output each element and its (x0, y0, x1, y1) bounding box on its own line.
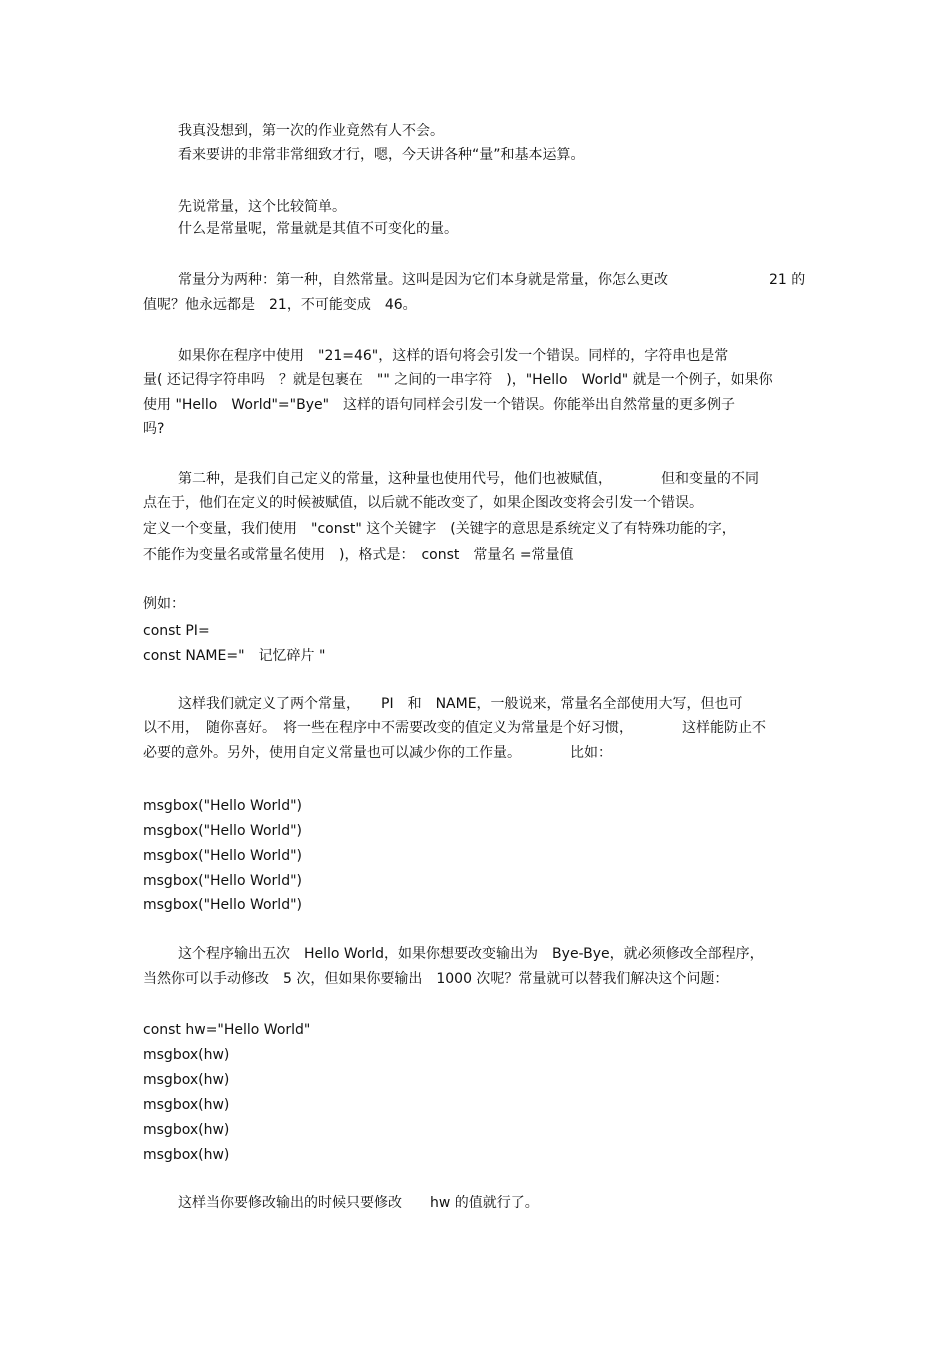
text-line: 什么是常量呢，常量就是其值不可变化的量。 (178, 221, 458, 237)
code-line: msgbox(hw) (143, 1047, 230, 1063)
text-line: 量( 还记得字符串吗 ？就是包裹在 "" 之间的一串字符 )，"Hello World" 就是一个例子，如果你 (143, 372, 773, 388)
code-line: msgbox("Hello World") (143, 798, 302, 814)
text-line: 第二种，是我们自己定义的常量，这种量也使用代号，他们也被赋值， 但和变量的不同 (178, 471, 759, 487)
code-line: msgbox("Hello World") (143, 897, 302, 913)
code-line: msgbox(hw) (143, 1147, 230, 1163)
text-line: 点在于，他们在定义的时候被赋值，以后就不能改变了，如果企图改变将会引发一个错误。 (143, 495, 703, 511)
text-line: 这样我们就定义了两个常量， PI 和 NAME，一般说来，常量名全部使用大写，但也可 (178, 696, 743, 712)
code-line: const NAME=" 记忆碎片 " (143, 648, 326, 664)
text-line: 使用 "Hello World"="Bye" 这样的语句同样会引发一个错误。你能举出自然常量的更多例子 (143, 397, 736, 413)
text-line: 这样当你要修改输出的时候只要修改 hw 的值就行了。 (178, 1195, 539, 1211)
text-line: 必要的意外。另外，使用自定义常量也可以减少你的工作量。 比如： (143, 745, 612, 761)
text-line: 如果你在程序中使用 "21=46"，这样的语句将会引发一个错误。同样的，字符串也是常 (178, 348, 729, 364)
code-line: msgbox(hw) (143, 1097, 230, 1113)
text-line: 看来要讲的非常非常细致才行，嗯，今天讲各种“量”和基本运算。 (178, 147, 585, 163)
text-line: 这个程序输出五次 Hello World，如果你想要改变输出为 Bye-Bye，就必须修改全部程序， (178, 946, 764, 962)
text-line: 常量分为两种：第一种，自然常量。这叫是因为它们本身就是常量，你怎么更改 (178, 272, 668, 288)
code-line: msgbox(hw) (143, 1072, 230, 1088)
code-line: msgbox(hw) (143, 1122, 230, 1138)
code-line: msgbox("Hello World") (143, 823, 302, 839)
text-line: 以不用， 随你喜好。 将一些在程序中不需要改变的值定义为常量是个好习惯， 这样能防止不 (143, 720, 766, 736)
text-line: 例如： (143, 596, 185, 612)
text-line: 先说常量，这个比较简单。 (178, 199, 346, 215)
text-line: 值呢？他永远都是 21，不可能变成 46。 (143, 297, 417, 313)
text-fragment: 21 的 (769, 272, 806, 288)
text-line: 不能作为变量名或常量名使用 )，格式是： const 常量名 =常量值 (143, 547, 574, 563)
code-line: const hw="Hello World" (143, 1022, 311, 1038)
code-line: msgbox("Hello World") (143, 873, 302, 889)
text-line: 当然你可以手动修改 5 次，但如果你要输出 1000 次呢？常量就可以替我们解决这个问题： (143, 971, 729, 987)
code-line: msgbox("Hello World") (143, 848, 302, 864)
code-line: const PI= (143, 623, 210, 639)
text-line: 定义一个变量，我们使用 "const" 这个关键字 (关键字的意思是系统定义了有特殊功能的字， (143, 521, 736, 537)
text-line: 我真没想到，第一次的作业竟然有人不会。 (178, 123, 444, 139)
text-line: 吗? (143, 421, 165, 437)
